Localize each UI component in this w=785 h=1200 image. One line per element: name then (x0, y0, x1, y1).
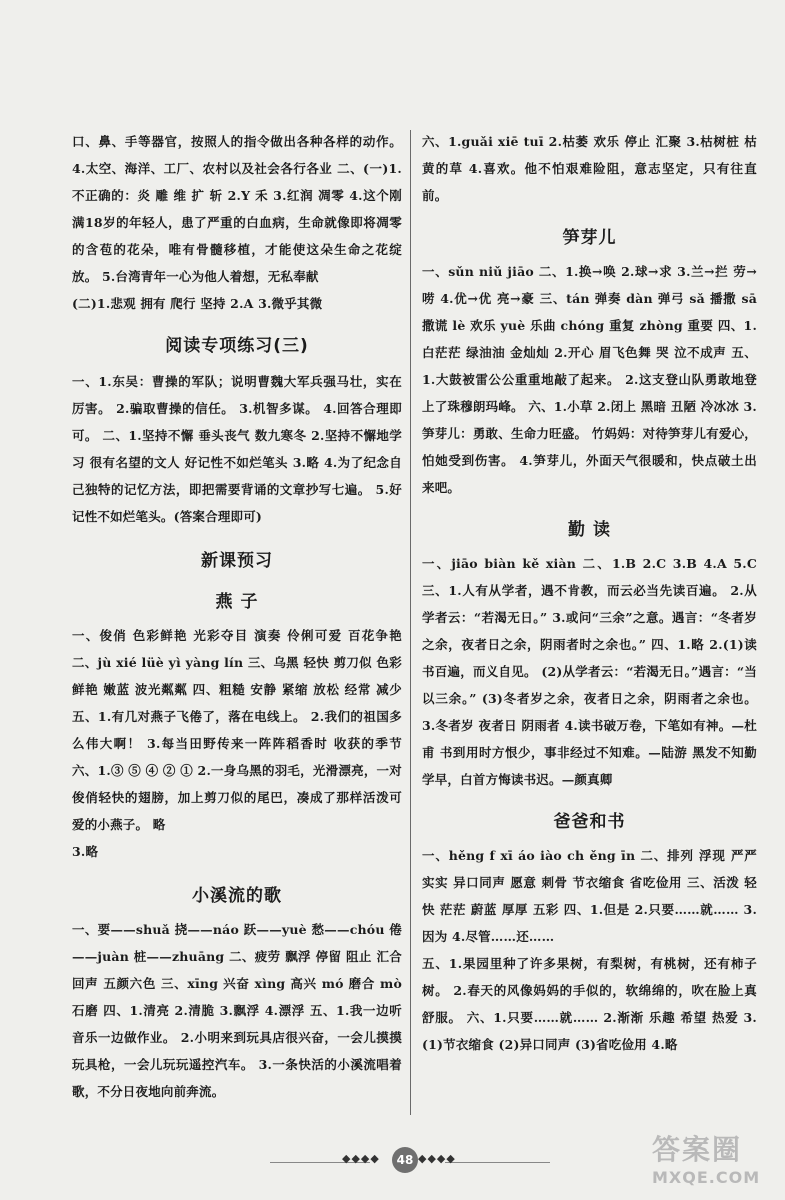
column-divider (410, 130, 411, 1115)
footer-rule-right (445, 1162, 550, 1163)
section-title: 燕 子 (215, 592, 259, 612)
answer-paragraph: 六、1.guǎi xiē tuī 2.枯萎 欢乐 停止 汇聚 3.枯树桩 枯黄的草 4.喜欢。他不怕艰难险阻，意志坚定，只有往直前。 (422, 134, 757, 203)
page-number: 48 (392, 1147, 418, 1173)
answer-paragraph: 一、1.东吴：曹操的军队；说明曹魏大军兵强马壮，实在厉害。 2.骗取曹操的信任。 3.机智多谋。 4.回答合理即可。 二、1.坚持不懈 垂头丧气 数九寒冬 2.坚持不懈地学习 很有名望的文人 好记性不如烂笔头 3.略 4.为了纪念自己独特的记忆方法，即把需要背诵的文章抄写七遍。 5.好记性不如烂笔头。(答案合理即可) (72, 374, 402, 524)
footer-ornament-left: ◆◆◆◆ (342, 1152, 380, 1165)
answer-paragraph: 口、鼻、手等器官，按照人的指令做出各种各样的动作。4.太空、海洋、工厂、农村以及社会各行各业 二、(一)1.不正确的：炎 雕 维 扩 斩 2.Y 禾 3.红润 凋零 4.这个刚满18岁的年轻人，患了严重的白血病，生命就像即将凋零的含苞的花朵，唯有骨髓移植，才能使这朵生命之花绽放。 5.台湾青年一心为他人着想，无私奉献 (72, 134, 402, 284)
section-title: 小溪流的歌 (192, 886, 282, 906)
answer-paragraph: 3.略 (72, 844, 99, 859)
footer-ornament-right: ◆◆◆◆ (418, 1152, 456, 1165)
answer-paragraph: (二)1.悲观 拥有 爬行 坚持 2.A 3.微乎其微 (72, 296, 323, 311)
section-title: 阅读专项练习(三) (165, 336, 309, 356)
answer-paragraph: 一、要——shuǎ 挠——náo 跃——yuè 愁——chóu 倦——juàn 桩——zhuāng 二、疲劳 飘浮 停留 阻止 汇合 回声 五颜六色 三、xīng 兴奋 xìng 高兴 mó 磨合 mò 石磨 四、1.清亮 2.清脆 3.飘浮 4.漂浮 五、1.我一边听音乐一边做作业。 2.小明来到玩具店很兴奋，一会儿摸摸玩具枪，一会儿玩玩遥控汽车。 3.一条快活的小溪流唱着歌，不分日夜地向前奔流。 (72, 922, 402, 1099)
section-title: 勤 读 (568, 520, 611, 540)
section-title: 爸爸和书 (553, 812, 626, 832)
answer-paragraph: 一、俊俏 色彩鲜艳 光彩夺目 演奏 伶俐可爱 百花争艳 二、jù xié lüè yì yàng lín 三、乌黑 轻快 剪刀似 色彩鲜艳 嫩蓝 波光粼粼 四、粗糙 安静 紧缩 放松 经常 减少 五、1.有几对燕子飞倦了，落在电线上。 2.我们的祖国多么伟大啊！ 3.每当田野传来一阵阵稻香时 收获的季节 六、1.③ ⑤ ④ ② ① 2.一身乌黑的羽毛，光滑漂亮，一对俊俏轻快的翅膀，加上剪刀似的尾巴，凑成了那样活泼可爱的小燕子。 略 (72, 628, 402, 832)
section-title: 新课预习 (201, 551, 273, 571)
section-title: 笋芽儿 (562, 228, 617, 248)
right-column (422, 128, 757, 1058)
answer-paragraph: 一、hěng f xī áo iào ch ěng īn 二、排列 浮现 严严实实 异口同声 愿意 刺骨 节衣缩食 省吃俭用 三、活泼 轻快 茫茫 蔚蓝 厚厚 五彩 四、1.但是 2.只要……就…… 3.因为 4.尽管……还…… (422, 848, 757, 944)
left-column (72, 128, 402, 1105)
site-watermark (652, 1133, 778, 1195)
watermark-logo-text: 答案圈 (652, 1133, 743, 1166)
answer-paragraph: 五、1.果园里种了许多果树，有梨树，有桃树，还有柿子树。 2.春天的风像妈妈的手似的，软绵绵的，吹在脸上真舒服。 六、1.只要……就…… 2.渐渐 乐趣 希望 热爱 3.(1)节衣缩食 (2)异口同声 (3)省吃俭用 4.略 (422, 956, 757, 1052)
answer-paragraph: 一、sǔn niǔ jiāo 二、1.换→唤 2.球→求 3.兰→拦 劳→唠 4.优→优 亮→豪 三、tán 弹奏 dàn 弹弓 sǎ 播撒 sā 撒谎 lè 欢乐 yuè 乐曲 chóng 重复 zhòng 重要 四、1.白茫茫 绿油油 金灿灿 2.开心 眉飞色舞 哭 泣不成声 五、1.大鼓被雷公公重重地敲了起来。 2.这支登山队勇敢地登上了珠穆朗玛峰。 六、1.小草 2.闭上 黑暗 丑陋 冷冰冰 3.笋芽儿：勇敢、生命力旺盛。 竹妈妈：对待笋芽儿有爱心，怕她受到伤害。 4.笋芽儿，外面天气很暖和，快点破土出来吧。 (422, 264, 757, 495)
watermark-url: MXQE.COM (652, 1168, 761, 1187)
answer-paragraph: 一、jiāo biàn kě xiàn 二、1.B 2.C 3.B 4.A 5.C 三、1.人有从学者，遇不肯教，而云必当先读百遍。 2.从学者云：“若渴无日。” 3.或问“三余”之意。遇言：“冬者岁之余，夜者日之余，阴雨者时之余也。” 四、1.略 2.(1)读书百遍，而义自见。 (2)从学者云：“若渴无日。”遇言：“当以三余。” (3)冬者岁之余，夜者日之余，阴雨者之余也。 3.冬者岁 夜者日 阴雨者 4.读书破万卷，下笔如有神。—杜甫 书到用时方恨少，事非经过不知难。—陆游 黑发不知勤学早，白首方悔读书迟。—颜真卿 (422, 556, 757, 787)
